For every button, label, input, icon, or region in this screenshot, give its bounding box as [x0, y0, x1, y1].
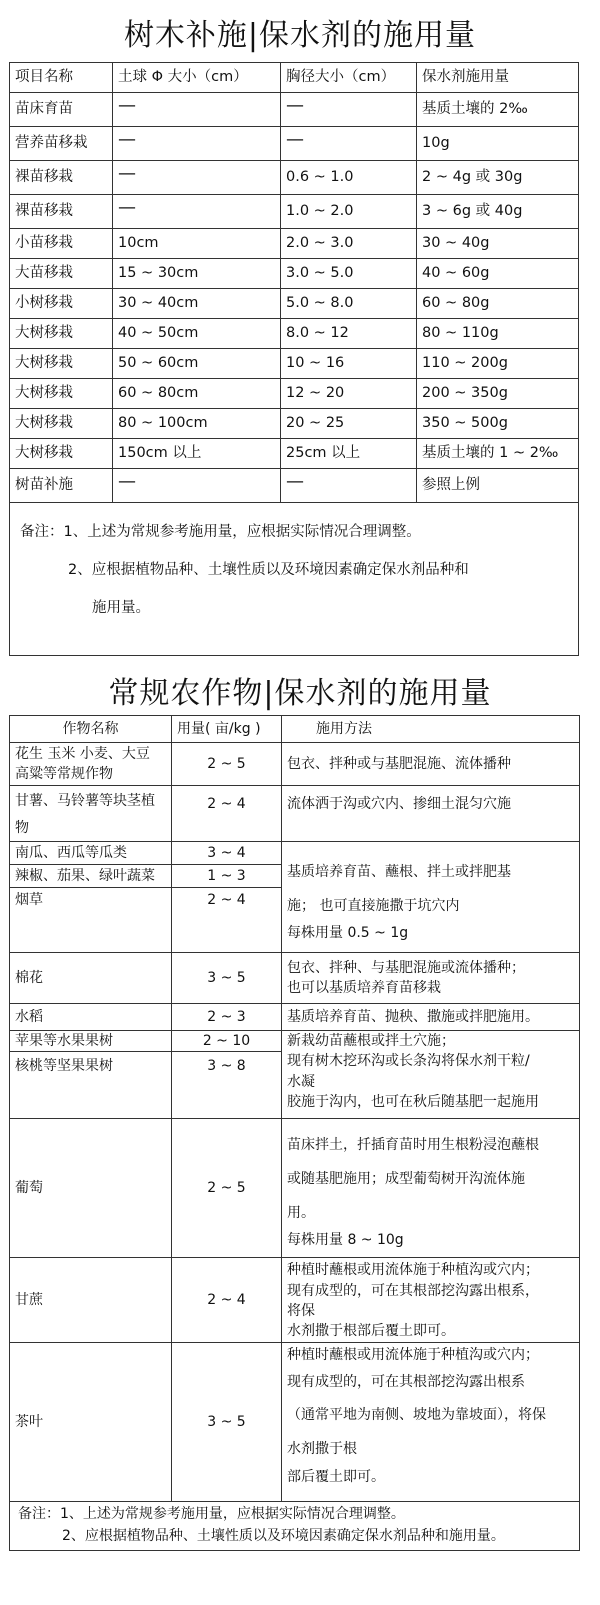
cell-ball-size: 10cm	[113, 229, 281, 259]
header-method: 施用方法	[282, 716, 580, 743]
cell-amount: 3 ~ 5	[172, 1343, 282, 1502]
cell-crop-name: 南瓜、西瓜等瓜类	[10, 842, 172, 865]
cell-ball-size: 80 ~ 100cm	[113, 409, 281, 439]
tree-note	[10, 503, 579, 656]
cell-ball-size: —	[113, 161, 281, 195]
cell-ball-size: 150cm 以上	[113, 439, 281, 469]
cell-dosage: 40 ~ 60g	[417, 259, 579, 289]
cell-item-name: 大树移栽	[10, 349, 113, 379]
cell-trunk-diameter: 3.0 ~ 5.0	[281, 259, 417, 289]
cell-dosage: 80 ~ 110g	[417, 319, 579, 349]
cell-ball-size: —	[113, 195, 281, 229]
cell-method	[282, 953, 580, 1004]
note-line-2: 2、应根据植物品种、土壤性质以及环境因素确定保水剂品种和施用量。	[62, 1528, 505, 1545]
method-line: 现有成型的，可在其根部挖沟露出根系	[287, 1373, 525, 1390]
method-line: 用。	[287, 1204, 315, 1221]
cell-crop-name: 核桃等坚果果树	[10, 1052, 172, 1119]
table-row	[10, 1004, 580, 1031]
method-line: 种植时蘸根或用流体施于种植沟或穴内；	[287, 1262, 539, 1279]
cell-method	[282, 1119, 580, 1258]
method-line: 每株用量 8 ~ 10g	[287, 1232, 404, 1249]
note-line-1: 备注：1、上述为常规参考施用量，应根据实际情况合理调整。	[18, 1506, 405, 1523]
cell-amount: 2 ~ 5	[172, 1119, 282, 1258]
table-row	[10, 289, 579, 319]
table-row	[10, 469, 579, 503]
table-row	[10, 439, 579, 469]
method-line: 每株用量 0.5 ~ 1g	[287, 925, 409, 942]
note-row	[10, 503, 579, 656]
header-trunk-diameter: 胸径大小（cm）	[281, 63, 417, 93]
method-line: 将保	[287, 1303, 315, 1320]
cell-item-name: 裸苗移栽	[10, 161, 113, 195]
cell-trunk-diameter: 2.0 ~ 3.0	[281, 229, 417, 259]
cell-amount: 3 ~ 5	[172, 953, 282, 1004]
note-line-2: 2、应根据植物品种、土壤性质以及环境因素确定保水剂品种和	[68, 562, 469, 578]
cell-method	[282, 1258, 580, 1343]
table-row	[10, 195, 579, 229]
crop-name-line: 物	[15, 819, 29, 836]
crop-name-line: 甘薯、马铃薯等块茎植	[15, 793, 155, 809]
method-line: 胶施于沟内，也可在秋后随基肥一起施用	[287, 1094, 539, 1111]
cell-item-name: 大苗移栽	[10, 259, 113, 289]
cell-dosage: 3 ~ 6g 或 40g	[417, 195, 579, 229]
method-line: 水剂撒于根部后覆土即可。	[287, 1323, 455, 1340]
cell-amount: 2 ~ 4	[172, 888, 282, 953]
method-line: 苗床拌土，扦插育苗时用生根粉浸泡蘸根	[287, 1137, 539, 1154]
cell-dosage: 60 ~ 80g	[417, 289, 579, 319]
cell-dosage: 350 ~ 500g	[417, 409, 579, 439]
cell-dosage: 基质土壤的 1 ~ 2‰	[417, 439, 579, 469]
table-row	[10, 786, 580, 842]
cell-ball-size: 15 ~ 30cm	[113, 259, 281, 289]
cell-crop-name	[10, 743, 172, 786]
header-item-name: 项目名称	[10, 63, 113, 93]
table-row	[10, 1258, 580, 1343]
cell-item-name: 大树移栽	[10, 439, 113, 469]
note-line-3: 施用量。	[92, 600, 150, 616]
cell-ball-size: 50 ~ 60cm	[113, 349, 281, 379]
cell-item-name: 大树移栽	[10, 319, 113, 349]
cell-dosage: 2 ~ 4g 或 30g	[417, 161, 579, 195]
cell-dosage: 110 ~ 200g	[417, 349, 579, 379]
header-ball-size: 土球 Φ 大小（cm）	[113, 63, 281, 93]
cell-amount: 2 ~ 4	[172, 1258, 282, 1343]
header-amount: 用量( 亩/kg )	[172, 716, 282, 743]
cell-trunk-diameter: 8.0 ~ 12	[281, 319, 417, 349]
cell-dosage: 基质土壤的 2‰	[417, 93, 579, 127]
method-line: 水剂撒于根	[287, 1440, 357, 1457]
table-row	[10, 259, 579, 289]
table-row	[10, 953, 580, 1004]
cell-amount: 1 ~ 3	[172, 865, 282, 888]
table-row	[10, 319, 579, 349]
crop-dosage-table	[9, 715, 580, 1551]
cell-ball-size: 30 ~ 40cm	[113, 289, 281, 319]
cell-amount: 2 ~ 5	[172, 743, 282, 786]
cell-trunk-diameter: 10 ~ 16	[281, 349, 417, 379]
cell-ball-size: —	[113, 93, 281, 127]
table-header-row	[10, 63, 579, 93]
cell-trunk-diameter: 5.0 ~ 8.0	[281, 289, 417, 319]
crop-note	[10, 1502, 580, 1550]
table-row	[10, 127, 579, 161]
crop-section-title: 常规农作物|保水剂的施用量	[108, 676, 492, 711]
cell-trunk-diameter: —	[281, 93, 417, 127]
cell-trunk-diameter: 12 ~ 20	[281, 379, 417, 409]
cell-dosage: 30 ~ 40g	[417, 229, 579, 259]
cell-dosage: 参照上例	[417, 469, 579, 503]
table-row	[10, 842, 580, 865]
cell-crop-name: 烟草	[10, 888, 172, 953]
method-line: 现有树木挖环沟或长条沟将保水剂干粒/	[287, 1053, 530, 1070]
cell-crop-name: 水稻	[10, 1004, 172, 1031]
method-line: 包衣、拌种、与基肥混施或流体播种；	[287, 959, 525, 976]
cell-amount: 2 ~ 10	[172, 1031, 282, 1052]
cell-item-name: 裸苗移栽	[10, 195, 113, 229]
cell-method: 基质培养育苗、抛秧、撒施或拌肥施用。	[282, 1004, 580, 1031]
cell-amount: 3 ~ 4	[172, 842, 282, 865]
cell-crop-name: 苹果等水果果树	[10, 1031, 172, 1052]
cell-crop-name	[10, 786, 172, 842]
crop-name-line: 高粱等常规作物	[15, 766, 113, 782]
method-line: 部后覆土即可。	[287, 1468, 385, 1485]
cell-item-name: 小树移栽	[10, 289, 113, 319]
method-line: 现有成型的，可在其根部挖沟露出根系，	[287, 1282, 539, 1299]
header-dosage: 保水剂施用量	[417, 63, 579, 93]
table-row	[10, 349, 579, 379]
cell-method	[282, 1343, 580, 1502]
note-row	[10, 1502, 580, 1550]
cell-amount: 2 ~ 4	[172, 786, 282, 842]
cell-crop-name: 茶叶	[10, 1343, 172, 1502]
cell-dosage: 200 ~ 350g	[417, 379, 579, 409]
tree-section-title: 树木补施|保水剂的施用量	[123, 18, 477, 53]
cell-item-name: 苗床育苗	[10, 93, 113, 127]
table-row	[10, 93, 579, 127]
cell-item-name: 树苗补施	[10, 469, 113, 503]
cell-method	[282, 1031, 580, 1119]
cell-trunk-diameter: 0.6 ~ 1.0	[281, 161, 417, 195]
method-line: 基质培养育苗、蘸根、拌土或拌肥基	[287, 864, 511, 881]
table-row	[10, 161, 579, 195]
cell-ball-size: 60 ~ 80cm	[113, 379, 281, 409]
cell-method: 包衣、拌种或与基肥混施、流体播种	[282, 743, 580, 786]
table-row	[10, 379, 579, 409]
cell-item-name: 大树移栽	[10, 379, 113, 409]
cell-crop-name: 辣椒、茄果、绿叶蔬菜	[10, 865, 172, 888]
cell-trunk-diameter: 1.0 ~ 2.0	[281, 195, 417, 229]
header-crop-name: 作物名称	[10, 716, 172, 743]
method-line: 新栽幼苗蘸根或拌土穴施；	[287, 1033, 455, 1050]
cell-trunk-diameter: —	[281, 469, 417, 503]
cell-item-name: 小苗移栽	[10, 229, 113, 259]
table-row	[10, 229, 579, 259]
tree-dosage-table	[9, 62, 579, 656]
table-header-row	[10, 716, 580, 743]
cell-crop-name: 棉花	[10, 953, 172, 1004]
table-row	[10, 1343, 580, 1502]
cell-item-name: 营养苗移栽	[10, 127, 113, 161]
table-row	[10, 1119, 580, 1258]
method-line: 或随基肥施用；成型葡萄树开沟流体施	[287, 1171, 525, 1188]
method-line: 水凝	[287, 1073, 315, 1090]
table-row	[10, 409, 579, 439]
cell-trunk-diameter: —	[281, 127, 417, 161]
cell-ball-size: —	[113, 127, 281, 161]
method-line: （通常平地为南侧、坡地为靠坡面），将保	[287, 1407, 546, 1424]
cell-method: 流体洒于沟或穴内、掺细土混匀穴施	[282, 786, 580, 842]
method-line: 施； 也可直接施撒于坑穴内	[287, 897, 460, 914]
cell-trunk-diameter: 25cm 以上	[281, 439, 417, 469]
cell-item-name: 大树移栽	[10, 409, 113, 439]
cell-amount: 3 ~ 8	[172, 1052, 282, 1119]
cell-crop-name: 甘蔗	[10, 1258, 172, 1343]
cell-ball-size: 40 ~ 50cm	[113, 319, 281, 349]
cell-trunk-diameter: 20 ~ 25	[281, 409, 417, 439]
cell-ball-size: —	[113, 469, 281, 503]
crop-name-line: 花生 玉米 小麦、大豆	[15, 745, 150, 762]
cell-crop-name: 葡萄	[10, 1119, 172, 1258]
cell-method	[282, 842, 580, 953]
note-line-1: 备注：1、上述为常规参考施用量，应根据实际情况合理调整。	[20, 524, 421, 540]
method-line: 也可以基质培养育苗移栽	[287, 980, 441, 997]
cell-dosage: 10g	[417, 127, 579, 161]
table-row	[10, 743, 580, 786]
method-line: 种植时蘸根或用流体施于种植沟或穴内；	[287, 1347, 539, 1364]
table-row	[10, 1031, 580, 1052]
cell-amount: 2 ~ 3	[172, 1004, 282, 1031]
